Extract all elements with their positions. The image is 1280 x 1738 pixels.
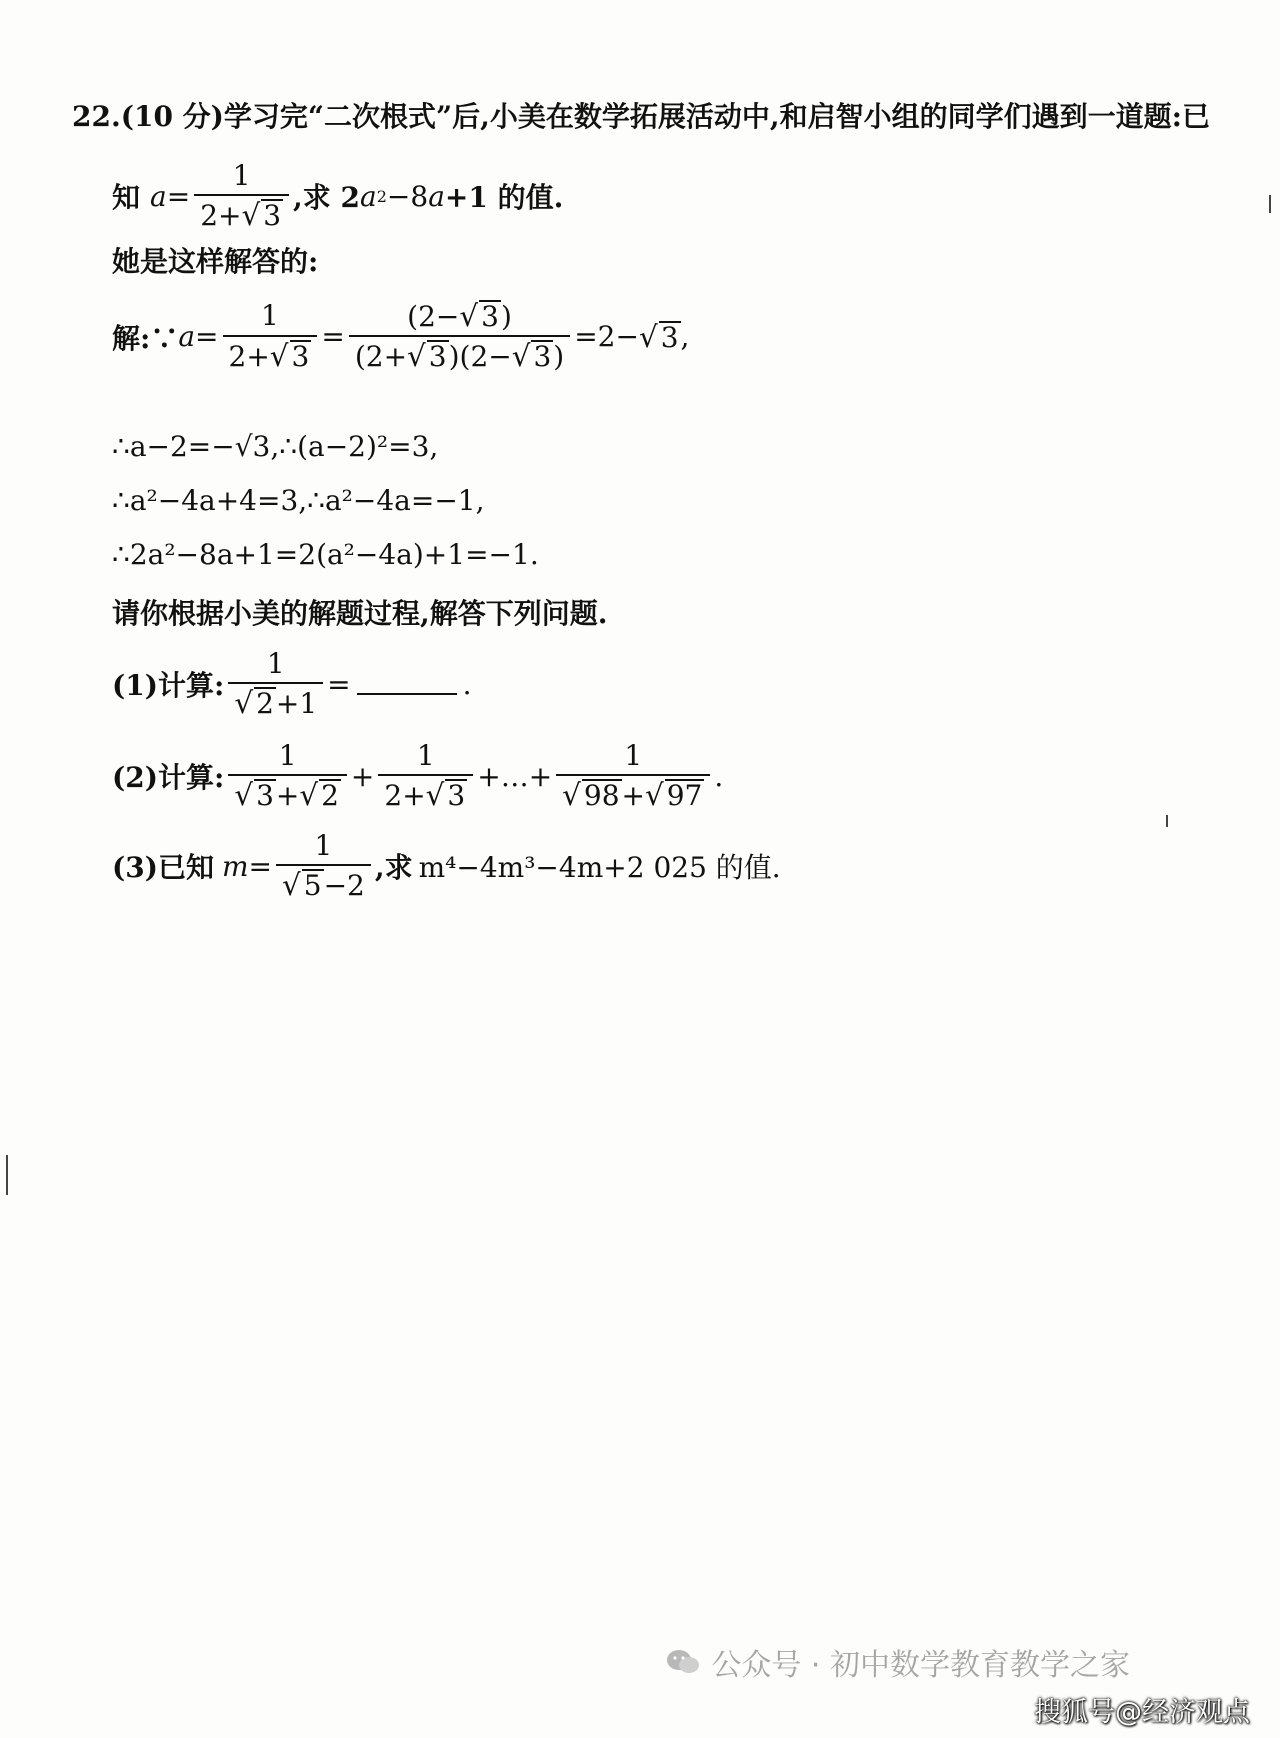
question-1 [112, 648, 472, 720]
den-part: 2+ [228, 339, 270, 373]
radicand: 2 [256, 687, 274, 721]
q2-term-3 [556, 740, 710, 812]
scan-mark [6, 1155, 8, 1195]
method-text: 她是这样解答的: [112, 245, 319, 278]
radicand: 3 [263, 199, 282, 233]
period: . [462, 667, 472, 701]
radicand: 3 [447, 779, 466, 813]
scan-mark [1269, 195, 1271, 213]
q3-fraction [276, 830, 371, 902]
q3-suffix: ,求 [374, 851, 413, 885]
den-part: )(2− [448, 340, 512, 374]
den-part: ) [553, 340, 565, 374]
question-2 [112, 740, 723, 812]
var-a: a [360, 179, 377, 213]
given-fraction [194, 160, 289, 232]
fraction-numerator: 1 [232, 159, 251, 192]
den-part: + [275, 779, 300, 813]
equals-sign: = [248, 849, 273, 883]
fraction-denominator [556, 774, 710, 812]
q3-label: (3)已知 [112, 851, 214, 885]
fraction-denominator [228, 774, 347, 812]
sqrt-symbol: √ 3 [407, 339, 447, 374]
instruction-text: 请你根据小美的解题过程,解答下列问题. [112, 597, 608, 630]
equals-sign: = [327, 667, 351, 701]
equals-sign: = [166, 179, 191, 213]
fraction-numerator [401, 300, 518, 335]
exponent: 2 [376, 186, 387, 206]
sqrt-symbol: √ 97 [645, 778, 703, 813]
sqrt-symbol: √ 2 [299, 778, 339, 813]
sqrt-symbol: √ 3 [234, 778, 274, 813]
expr-part: −8 [386, 179, 429, 213]
radicand: 5 [303, 869, 322, 903]
wechat-icon [665, 1648, 701, 1676]
watermark-text: 公众号 · 初中数学教育教学之家 [711, 1648, 1130, 1683]
den-part: (2+ [354, 340, 408, 374]
sqrt-symbol: √ 3 [511, 339, 552, 374]
q3-expression: m⁴−4m³−4m+2 025 的值. [418, 851, 781, 885]
var-a: a [178, 320, 196, 354]
solution-fraction-2 [349, 300, 570, 373]
fraction-denominator [228, 682, 323, 720]
den-part: + [621, 779, 645, 813]
sqrt-symbol: √ 5 [282, 868, 322, 903]
fraction-numerator: 1 [278, 739, 297, 772]
sqrt-symbol: √ 2 [234, 686, 274, 721]
plus-sign: + [350, 759, 375, 793]
q2-term-1 [228, 740, 347, 812]
instruction-line [112, 592, 608, 632]
radicand: 97 [666, 779, 703, 813]
wechat-watermark [665, 1640, 1130, 1684]
period: . [714, 759, 724, 793]
solution-fraction-1 [223, 300, 318, 372]
radicand: 3 [660, 320, 679, 354]
q1-label: (1)计算: [112, 669, 225, 703]
q1-fraction [228, 648, 323, 720]
sqrt-symbol: √ 3 [425, 778, 466, 813]
scan-mark [1166, 815, 1168, 827]
method-line [112, 240, 318, 280]
sohu-text: 搜狐号@经济观点 [1034, 1697, 1250, 1728]
solution-line-3 [112, 484, 485, 517]
solution-prefix: 解:∵ [112, 321, 179, 355]
solution-step-2: ∴a−2=−√3,∴(a−2)²=3, [112, 430, 439, 463]
radicand: 3 [533, 340, 552, 374]
den-part: −2 [323, 869, 365, 903]
given-suffix: ,求 2 [293, 181, 361, 215]
fraction-numerator: 1 [266, 647, 285, 680]
den-part: +1 [275, 687, 318, 721]
problem-intro-text: 22.(10 分)学习完“二次根式”后,小美在数学拓展活动中,和启智小组的同学们遇到一道题:已 [72, 100, 1210, 133]
sqrt-symbol: √ 3 [459, 298, 499, 333]
var-m: m [221, 849, 249, 883]
sqrt-symbol: √ 98 [562, 778, 620, 813]
radicand: 2 [321, 779, 339, 813]
result-part: =2− [574, 320, 639, 354]
fraction-numerator: 1 [624, 739, 643, 772]
fraction-denominator [378, 774, 473, 812]
sqrt-symbol: √ 3 [241, 198, 282, 233]
equals-sign: = [195, 320, 219, 354]
q2-label: (2)计算: [112, 761, 225, 795]
radicand: 3 [256, 779, 274, 813]
question-3 [112, 830, 781, 902]
solution-step-4: ∴2a²−8a+1=2(a²−4a)+1=−1. [112, 538, 539, 571]
sqrt-symbol: √ 3 [638, 319, 679, 354]
fraction-denominator [349, 335, 570, 373]
answer-blank[interactable] [357, 673, 457, 695]
equals-sign: = [321, 320, 345, 354]
q2-term-2 [378, 740, 473, 812]
solution-line-4 [112, 538, 539, 571]
radicand: 3 [291, 339, 310, 373]
fraction-numerator: 1 [261, 299, 279, 333]
problem-intro-line [72, 95, 1210, 135]
solution-step-3: ∴a²−4a+4=3,∴a²−4a=−1, [112, 484, 485, 517]
var-a: a [428, 179, 445, 213]
fraction-denominator [194, 194, 289, 232]
fraction-denominator [276, 864, 371, 902]
num-part: (2− [407, 299, 460, 333]
den-part: 2+ [200, 199, 242, 233]
given-var: a [150, 179, 167, 213]
fraction-numerator: 1 [314, 829, 333, 862]
solution-line-2 [112, 430, 438, 463]
given-end: +1 的值. [444, 181, 564, 215]
radicand: 98 [583, 779, 620, 813]
solution-line-1 [112, 300, 689, 373]
sohu-credit [1034, 1690, 1250, 1729]
given-line [112, 160, 563, 232]
given-prefix: 知 [112, 181, 141, 215]
num-part: ) [500, 299, 512, 333]
comma: , [680, 320, 690, 354]
radicand: 3 [428, 340, 447, 374]
den-part: 2+ [384, 779, 426, 813]
ellipsis: +…+ [477, 759, 553, 793]
radicand: 3 [481, 300, 499, 333]
fraction-numerator: 1 [416, 739, 435, 772]
fraction-denominator [223, 335, 318, 373]
sqrt-symbol: √ 3 [269, 338, 310, 373]
